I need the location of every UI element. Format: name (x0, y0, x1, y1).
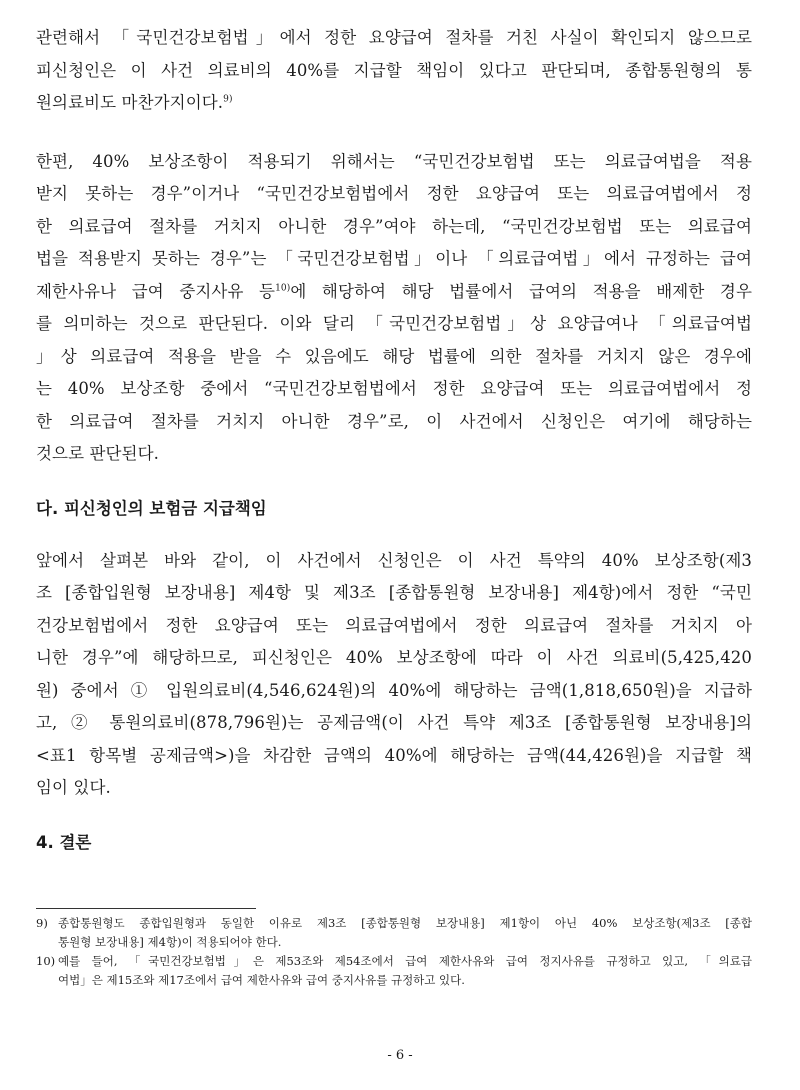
text-line: 한 의료급여 절차를 거치지 아니한 경우”여야 하는데, “국민건강보험법 또는 의료급여 (36, 216, 752, 236)
text-line-content: 에 해당하여 해당 법률에서 급여의 적용을 배제한 경우 (290, 281, 752, 301)
text-line (36, 87, 752, 120)
footnote-10 (36, 952, 752, 990)
text-line: 피신청인은 이 사건 의료비의 40%를 지급할 책임이 있다고 판단되며, 종합통원형의 통 (36, 60, 752, 80)
footnotes (36, 914, 752, 990)
footnote-line: 통원형 보장내용] 제4항)이 적용되어야 한다. (58, 935, 282, 949)
text-line: 받지 못하는 경우”이거나 “국민건강보험법에서 정한 요양급여 또는 의료급여법에서 정 (36, 184, 752, 203)
footnote-ref-10[interactable]: 10) (275, 283, 291, 293)
text-line (36, 276, 752, 309)
text-line: 법을 적용받지 못하는 경우”는 「국민건강보험법」이나 「의료급여법」에서 규정하는 급여 (36, 249, 752, 268)
text-line-content: 원의료비도 마찬가지이다. (36, 93, 224, 112)
text-line: 건강보험법에서 정한 요양급여 또는 의료급여법에서 정한 의료급여 절차를 거치지 아 (36, 615, 752, 635)
footnote-number: 9) (36, 916, 48, 930)
text-line: 니한 경우”에 해당하므로, 피신청인은 40% 보상조항에 따라 이 사건 의료비(5,425,420 (36, 648, 752, 667)
text-line: 원) 중에서 ① 입원의료비(4,546,624원)의 40%에 해당하는 금액(1,818,650원)을 지급하 (36, 680, 752, 700)
text-line: <표1 항목별 공제금액>)을 차감한 금액의 40%에 해당하는 금액(44,426원)을 지급할 책 (36, 745, 752, 765)
document-body (36, 22, 752, 859)
paragraph-conclusion-40-percent (36, 22, 752, 120)
text-line: 한 의료급여 절차를 거치지 아니한 경우”로, 이 사건에서 신청인은 여기에 해당하는 (36, 411, 752, 431)
footnote-line: 여법」은 제15조와 제17조에서 급여 제한사유와 급여 중지사유를 규정하고 있다. (58, 973, 465, 987)
footnote-line: 종합통원형도 종합입원형과 동일한 이유로 제3조 [종합통원형 보장내용] 제1항이 아닌 40% 보상조항(제3조 [종합 (58, 916, 752, 930)
footnote-divider (36, 908, 256, 909)
footnote-9 (36, 914, 752, 952)
text-line: 임이 있다. (36, 778, 111, 797)
text-line: 조 [종합입원형 보장내용] 제4항 및 제3조 [종합통원형 보장내용] 제4항)에서 정한 “국민 (36, 583, 752, 602)
section-heading-liability: 다. 피신청인의 보험금 지급책임 (36, 498, 267, 518)
text-line: 한편, 40% 보상조항이 적용되기 위해서는 “국민건강보험법 또는 의료급여법을 적용 (36, 151, 752, 171)
section-heading-conclusion: 4. 결론 (36, 832, 92, 852)
text-line: 관련해서 「국민건강보험법」에서 정한 요양급여 절차를 거친 사실이 확인되지 않으므로 (36, 28, 752, 47)
text-line: 것으로 판단된다. (36, 444, 159, 463)
page-number: - 6 - (387, 1048, 413, 1063)
text-line: 고, ② 통원의료비(878,796원)는 공제금액(이 사건 특약 제3조 [종합통원형 보장내용]의 (36, 713, 752, 732)
paragraph-40-percent-clause (36, 146, 752, 471)
text-line-content: 제한사유나 급여 중지사유 등 (36, 281, 276, 301)
footnote-ref-9[interactable]: 9) (223, 94, 233, 105)
text-line: 」상 의료급여 적용을 받을 수 있음에도 해당 법률에 의한 절차를 거치지 않은 경우에 (36, 346, 752, 366)
text-line: 를 의미하는 것으로 판단된다. 이와 달리 「국민건강보험법」상 요양급여나 「의료급여법 (36, 314, 752, 333)
text-line: 는 40% 보상조항 중에서 “국민건강보험법에서 정한 요양급여 또는 의료급여법에서 정 (36, 379, 752, 398)
text-line: 앞에서 살펴본 바와 같이, 이 사건에서 신청인은 이 사건 특약의 40% 보상조항(제3 (36, 550, 752, 570)
footnote-line: 예를 들어, 「국민건강보험법」은 제53조와 제54조에서 급여 제한사유와 급여 정지사유를 규정하고 있고, 「의료급 (58, 954, 752, 968)
footnote-number: 10) (36, 954, 56, 968)
paragraph-insurance-liability (36, 545, 752, 805)
